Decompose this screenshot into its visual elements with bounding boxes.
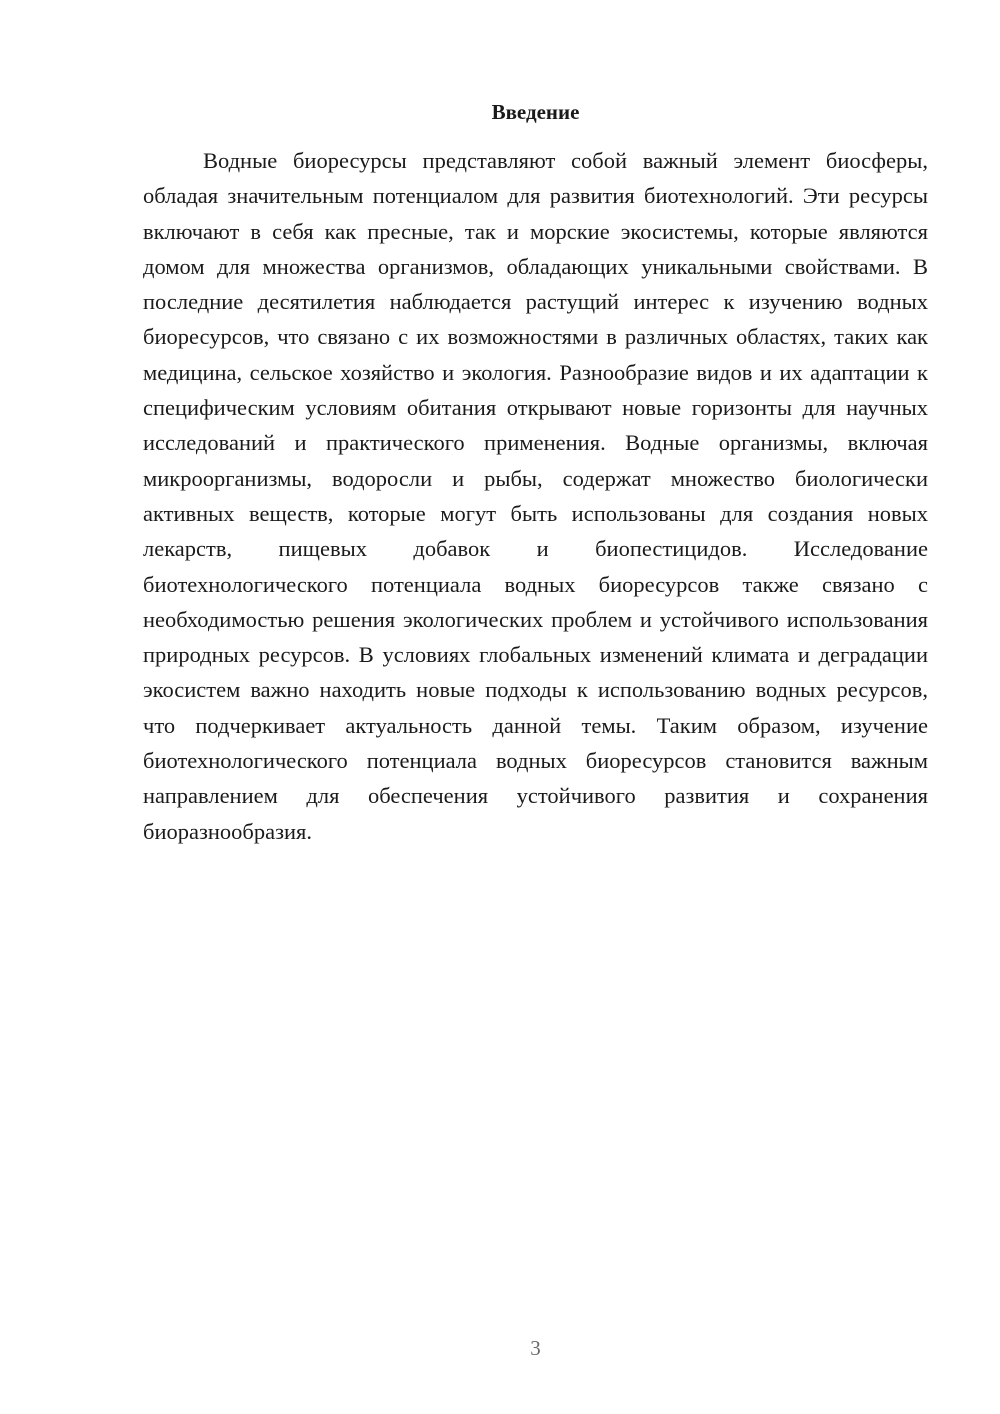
- page-number: 3: [530, 1336, 541, 1360]
- section-heading: Введение: [491, 100, 580, 124]
- intro-paragraph: Водные биоресурсы представляют собой важный элемент биосферы, обладая значительным потенциалом для развития биотехнологий. Эти ресурсы включают в себя как пресные, так и морские экосистемы, которые являются домом для множества организмов, обладающих уникальными свойствами. В последние десятилетия наблюдается растущий интерес к изучению водных биоресурсов, что связано с их возможностями в различных областях, таких как медицина, сельское хозяйство и экология. Разнообразие видов и их адаптации к специфическим условиям обитания открывают новые горизонты для научных исследований и практического применения. Водные организмы, включая микроорганизмы, водоросли и рыбы, содержат множество биологически активных веществ, которые могут быть использованы для создания новых лекарств, пищевых добавок и биопестицидов. Исследование биотехнологического потенциала водных биоресурсов также связано с необходимостью решения экологических проблем и устойчивого использования природных ресурсов. В условиях глобальных изменений климата и деградации экосистем важно находить новые подходы к использованию водных ресурсов, что подчеркивает актуальность данной темы. Таким образом, изучение биотехнологического потенциала водных биоресурсов становится важным направлением для обеспечения устойчивого развития и сохранения биоразнообразия.: [143, 148, 928, 844]
